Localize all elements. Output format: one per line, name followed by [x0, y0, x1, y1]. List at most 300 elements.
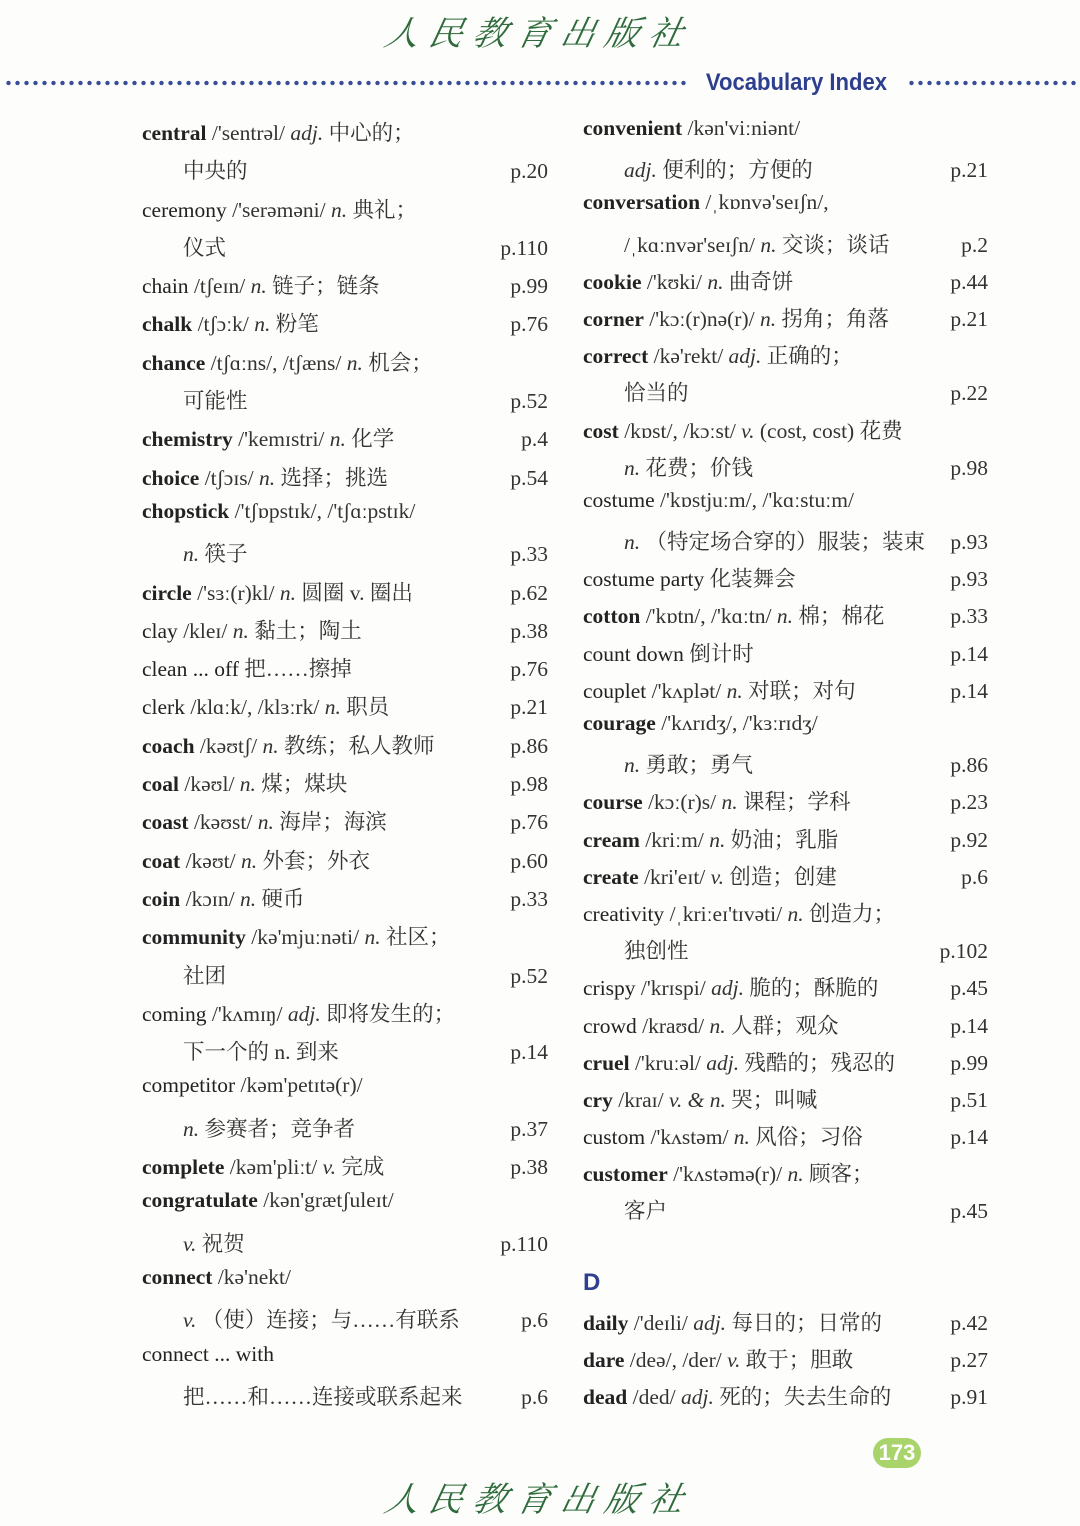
headword: dead	[583, 1385, 628, 1410]
headword: cruel	[583, 1050, 630, 1075]
phonetic: /kəʊl/	[184, 772, 235, 797]
page-reference: p.98	[950, 455, 988, 480]
page-reference: p.38	[510, 618, 548, 643]
headword: customer	[583, 1162, 668, 1187]
phonetic: /kəm'petɪtə(r)/	[240, 1073, 363, 1098]
phonetic: /tʃeɪn/	[193, 274, 246, 299]
headword: community	[142, 925, 246, 950]
headword: dare	[583, 1348, 625, 1373]
vocabulary-entry	[583, 190, 988, 227]
entry-continuation	[142, 959, 548, 997]
part-of-speech: adj.	[624, 158, 657, 183]
headword: cost	[583, 418, 619, 443]
vocabulary-entry	[583, 785, 988, 822]
vocabulary-entry	[583, 414, 988, 451]
definition: 黏土；陶土	[254, 618, 362, 643]
entry-continuation	[583, 1194, 988, 1231]
part-of-speech: n.	[624, 753, 641, 778]
page-reference: p.45	[950, 976, 988, 1001]
entry-text	[583, 823, 950, 854]
part-of-speech: adj.	[693, 1311, 727, 1335]
part-of-speech: n.	[776, 604, 794, 629]
phonetic: /kə'rekt/	[653, 344, 724, 369]
definition: 独创性	[624, 939, 689, 964]
headword: count down	[583, 641, 684, 666]
part-of-speech: n.	[759, 306, 777, 331]
entry-text	[142, 805, 510, 836]
headword: coast	[142, 810, 189, 835]
page-reference: p.14	[950, 1125, 988, 1150]
vocabulary-entry	[142, 920, 548, 958]
definition: 圆圈 v. 圈出	[301, 580, 413, 605]
headword: creativity	[583, 901, 665, 926]
entry-text	[583, 934, 940, 965]
phonetic: /'kʌstəm/	[650, 1125, 729, 1150]
phonetic: /ˌkriːeɪ'tɪvəti/	[669, 901, 783, 926]
entry-text	[142, 1188, 548, 1213]
entry-text	[583, 451, 950, 482]
headword: chain	[142, 274, 189, 299]
page-reference: p.6	[521, 1308, 548, 1333]
phonetic: /kəm'pliːt/	[229, 1155, 318, 1180]
vocabulary-entry	[583, 1157, 988, 1194]
entry-text	[583, 302, 950, 333]
page-reference: p.93	[950, 567, 988, 592]
phonetic: /kən'viːniənt/	[687, 116, 801, 140]
letter-heading	[583, 1269, 988, 1306]
phonetic: /'kʌmɪŋ/	[211, 1001, 283, 1026]
page-reference: p.93	[950, 530, 988, 555]
definition: 海岸；海滨	[279, 810, 387, 835]
phonetic: /tʃɔːk/	[197, 312, 249, 337]
part-of-speech: n.	[346, 350, 363, 375]
vocabulary-entry	[583, 562, 988, 599]
phonetic: /kən'grætʃuleɪt/	[263, 1188, 394, 1213]
page-reference: p.76	[510, 657, 548, 682]
phonetic: /kleɪ/	[183, 618, 228, 643]
vocabulary-entry	[142, 844, 548, 882]
vocabulary-entry	[142, 729, 548, 767]
part-of-speech: v. & n.	[668, 1087, 726, 1112]
phonetic: /kɒst/, /kɔːst/	[624, 418, 736, 443]
vocabulary-entry	[583, 265, 988, 302]
page-reference: p.23	[950, 790, 988, 815]
headword: cookie	[583, 269, 642, 294]
phonetic: /'kʊki/	[646, 269, 702, 294]
page-number-badge: 173	[873, 1438, 921, 1468]
page-reference: p.76	[510, 312, 548, 337]
entry-text	[142, 499, 548, 524]
definition: 社团	[183, 963, 227, 988]
part-of-speech: n.	[707, 269, 724, 294]
headword: coal	[142, 772, 180, 797]
phonetic: /kɔː(r)s/	[648, 790, 717, 815]
definition: 职员	[346, 695, 390, 720]
definition: 死的；失去生命的	[719, 1385, 892, 1410]
part-of-speech: n.	[364, 925, 381, 950]
vocabulary-entry	[142, 882, 548, 920]
headword: chance	[142, 350, 206, 375]
definition: 倒计时	[689, 641, 754, 666]
page-reference: p.14	[510, 1040, 548, 1065]
headword: coach	[142, 733, 195, 758]
headword: coin	[142, 886, 181, 911]
entry-text	[583, 897, 988, 928]
definition: 下一个的 n. 到来	[183, 1040, 339, 1065]
page-reference: p.37	[510, 1116, 548, 1141]
entry-text	[142, 269, 510, 300]
part-of-speech: v.	[322, 1155, 336, 1180]
entry-text	[583, 562, 950, 593]
part-of-speech: adj.	[711, 976, 744, 1001]
part-of-speech: n.	[760, 232, 777, 257]
page-reference: p.54	[510, 465, 548, 490]
page-reference: p.45	[950, 1199, 988, 1224]
entry-text	[583, 190, 988, 215]
vocabulary-entry	[583, 897, 988, 934]
definition: 创造；创建	[729, 864, 837, 889]
entry-text	[583, 785, 950, 816]
entry-text	[583, 1046, 950, 1077]
headword: custom	[583, 1125, 646, 1150]
letter-heading-text: D	[583, 1268, 601, 1296]
phonetic: /kəʊtʃ/	[199, 733, 258, 758]
definition: 创造力；	[808, 901, 895, 926]
definition: (cost, cost) 花费	[759, 418, 903, 443]
definition: 恰当的	[624, 381, 689, 406]
vocabulary-entry	[142, 690, 548, 728]
headword: congratulate	[142, 1188, 258, 1213]
vocabulary-entry	[583, 1380, 988, 1417]
vocabulary-entry	[142, 116, 548, 154]
entry-text	[583, 525, 950, 556]
headword: circle	[142, 580, 192, 605]
vocabulary-entry	[583, 823, 988, 860]
entry-text	[583, 265, 950, 296]
entry-text	[142, 1265, 548, 1290]
part-of-speech: n.	[259, 465, 276, 490]
phonetic: /'tʃɒpstɪk/, /'tʃɑːpstɪk/	[234, 498, 416, 523]
headword: crispy	[583, 976, 636, 1001]
vocabulary-entry	[142, 269, 548, 307]
entry-continuation	[142, 231, 548, 269]
headword: connect ... with	[142, 1341, 274, 1366]
vocabulary-column-left	[142, 116, 548, 1418]
page-reference: p.22	[950, 381, 988, 406]
vocabulary-entry	[583, 116, 988, 153]
entry-text	[142, 882, 510, 913]
phonetic: /'serəməni/	[232, 197, 326, 222]
phonetic: /'kɔː(r)nə(r)/	[649, 306, 755, 331]
section-header	[0, 66, 1080, 100]
vocabulary-entry	[142, 346, 548, 384]
entry-text	[142, 690, 510, 721]
entry-continuation	[142, 1112, 548, 1150]
entry-text	[583, 228, 961, 259]
part-of-speech: v.	[183, 1308, 197, 1333]
vocabulary-entry	[583, 1306, 988, 1343]
entry-text	[142, 920, 548, 951]
entry-text	[583, 637, 950, 668]
headword: competitor	[142, 1073, 236, 1098]
entry-text	[142, 729, 510, 760]
part-of-speech: n.	[279, 580, 297, 605]
vocabulary-entry	[142, 576, 548, 614]
vocabulary-entry	[142, 1188, 548, 1226]
phonetic: /'kemɪstri/	[238, 427, 325, 452]
definition: 每日的；日常的	[731, 1311, 882, 1335]
headword: chopstick	[142, 498, 230, 523]
headword: chemistry	[142, 427, 233, 452]
page-reference: p.27	[950, 1348, 988, 1373]
section-title: Vocabulary Index	[705, 69, 888, 96]
entry-text	[142, 614, 510, 645]
phonetic: /kri'eɪt/	[644, 864, 706, 889]
part-of-speech: n.	[787, 1162, 804, 1187]
definition: 勇敢；勇气	[645, 753, 754, 778]
entry-text	[142, 959, 510, 990]
definition: 参赛者；竞争者	[204, 1116, 356, 1141]
entry-text	[583, 1157, 988, 1188]
definition: 残酷的；残忍的	[744, 1050, 896, 1075]
part-of-speech: v.	[741, 418, 755, 443]
page-reference: p.92	[950, 827, 988, 852]
page-reference: p.44	[950, 269, 988, 294]
headword: coat	[142, 848, 181, 873]
phonetic: /kə'nekt/	[217, 1264, 291, 1289]
phonetic: /'kʌrɪdʒ/, /'kɜːrɪdʒ/	[661, 711, 818, 735]
vocabulary-entry	[583, 1009, 988, 1046]
headword: coming	[142, 1001, 207, 1026]
part-of-speech: n.	[239, 772, 256, 797]
headword: chalk	[142, 312, 193, 337]
page-reference: p.14	[950, 678, 988, 703]
entry-text	[583, 1306, 950, 1337]
entry-text	[142, 767, 510, 798]
entry-text	[142, 1303, 521, 1334]
vocabulary-entry	[142, 499, 548, 537]
entry-text	[142, 307, 510, 338]
headword: couplet	[583, 678, 647, 703]
entry-text	[583, 1120, 950, 1151]
page-reference: p.14	[950, 641, 988, 666]
entry-text	[583, 1380, 950, 1411]
entry-text	[142, 997, 548, 1028]
entry-text	[142, 461, 510, 492]
part-of-speech: v.	[183, 1231, 197, 1256]
entry-continuation	[142, 154, 548, 192]
vocabulary-entry	[142, 805, 548, 843]
vocabulary-entry	[583, 711, 988, 748]
entry-continuation	[142, 1380, 548, 1418]
phonetic: /'kʌstəmə(r)/	[673, 1162, 783, 1187]
headword: convenient	[583, 116, 683, 140]
vocabulary-entry	[583, 599, 988, 636]
entry-text	[142, 384, 510, 415]
definition: 哭；叫喊	[731, 1087, 818, 1112]
definition: 硬币	[261, 886, 305, 911]
entry-text	[142, 1112, 510, 1143]
entry-text	[583, 971, 950, 1002]
vocabulary-entry	[583, 637, 988, 674]
entry-continuation	[583, 748, 988, 785]
page-reference: p.2	[961, 232, 988, 257]
part-of-speech: n.	[240, 848, 258, 873]
page-reference: p.76	[510, 810, 548, 835]
vocabulary-entry	[583, 860, 988, 897]
definition: 链子；链条	[272, 274, 380, 299]
page-reference: p.21	[510, 695, 548, 720]
entry-text	[142, 576, 510, 607]
vocabulary-entry	[142, 422, 548, 460]
phonetic: /'kruːəl/	[634, 1050, 701, 1075]
definition: 外套；外衣	[262, 848, 370, 873]
entry-text	[142, 1035, 510, 1066]
page-reference: p.20	[510, 159, 548, 184]
page-reference: p.102	[939, 939, 988, 964]
headword: cry	[583, 1087, 613, 1112]
part-of-speech: n.	[330, 197, 348, 222]
part-of-speech: v.	[710, 864, 724, 889]
definition: 祝贺	[201, 1231, 245, 1256]
page-reference: p.110	[500, 1231, 548, 1256]
page-reference: p.51	[950, 1087, 988, 1112]
entry-continuation	[583, 525, 988, 562]
page-reference: p.42	[950, 1311, 988, 1335]
blank-line	[583, 1232, 988, 1269]
entry-continuation	[142, 1303, 548, 1341]
page-reference: p.33	[510, 886, 548, 911]
entry-text	[142, 116, 548, 147]
entry-continuation	[583, 153, 988, 190]
part-of-speech: adj.	[706, 1050, 740, 1075]
definition: 花费；价钱	[645, 455, 754, 480]
part-of-speech: n.	[624, 530, 641, 555]
part-of-speech: n.	[709, 827, 726, 852]
entry-continuation	[583, 376, 988, 413]
definition: 社区；	[385, 925, 451, 950]
part-of-speech: n.	[726, 678, 743, 703]
vocabulary-entry	[142, 193, 548, 231]
page-reference: p.6	[521, 1384, 548, 1409]
part-of-speech: n.	[232, 618, 249, 643]
headword: connect	[142, 1264, 213, 1289]
headword: costume	[583, 487, 655, 512]
headword: central	[142, 121, 207, 145]
headword: ceremony	[142, 197, 227, 222]
definition: 典礼；	[352, 197, 417, 222]
definition: 中央的	[183, 159, 248, 184]
definition: 对联；对句	[748, 678, 856, 703]
page-reference: p.6	[961, 864, 988, 889]
vocabulary-entry	[142, 1265, 548, 1303]
definition: 课程；学科	[743, 790, 851, 815]
part-of-speech: n.	[329, 427, 346, 452]
definition: 敢于；胆敢	[745, 1348, 854, 1373]
vocabulary-entry	[583, 1046, 988, 1083]
entry-text	[142, 537, 510, 568]
page-reference: p.21	[950, 158, 988, 183]
definition: 便利的；方便的	[662, 158, 813, 183]
entry-text	[142, 193, 548, 224]
definition: （特定场合穿的）服装；装束	[645, 530, 926, 555]
vocabulary-column-right	[583, 116, 988, 1418]
definition: 可能性	[183, 389, 248, 414]
headword: corner	[583, 306, 644, 331]
headword: conversation	[583, 190, 701, 215]
definition: 中心的；	[328, 121, 415, 145]
phonetic: /deə/, /der/	[629, 1348, 722, 1373]
page-reference: p.14	[950, 1013, 988, 1038]
headword: course	[583, 790, 643, 815]
entry-text	[583, 599, 950, 630]
vocabulary-entry	[142, 461, 548, 499]
definition: 脆的；酥脆的	[749, 976, 879, 1001]
definition: 把……和……连接或联系起来	[183, 1384, 463, 1409]
phonetic: /'krɪspi/	[640, 976, 706, 1001]
definition: 仪式	[183, 235, 227, 260]
phonetic: /kəʊt/	[185, 848, 236, 873]
page-reference: p.52	[510, 963, 548, 988]
part-of-speech: adj.	[287, 1001, 321, 1026]
definition: 煤；煤块	[261, 772, 348, 797]
vocabulary-entry	[583, 339, 988, 376]
part-of-speech: adj.	[290, 121, 324, 145]
publisher-logo-bottom: 人民教育出版社	[381, 1480, 698, 1520]
vocabulary-entry	[142, 767, 548, 805]
definition: 筷子	[204, 542, 248, 567]
phonetic: /'kʌplət/	[651, 678, 722, 703]
definition: 人群；观众	[730, 1013, 839, 1038]
definition: 正确的；	[766, 344, 853, 369]
phonetic: /kɔɪn/	[185, 886, 235, 911]
definition: 机会；	[368, 350, 433, 375]
entry-text	[142, 844, 510, 875]
entry-continuation	[142, 537, 548, 575]
phonetic: /tʃɔɪs/	[204, 465, 254, 490]
vocabulary-entry	[142, 997, 548, 1035]
phonetic: /kriːm/	[645, 827, 704, 852]
entry-text	[583, 1194, 950, 1225]
part-of-speech: n.	[239, 886, 257, 911]
entry-text	[142, 1227, 500, 1258]
headword: clerk	[142, 695, 185, 720]
entry-text	[583, 376, 950, 407]
entry-text	[142, 231, 500, 262]
page-reference: p.99	[950, 1050, 988, 1075]
entry-text	[583, 414, 988, 445]
definition: 选择；挑选	[280, 465, 389, 490]
phonetic: /ded/	[632, 1385, 676, 1410]
definition: 顾客；	[808, 1162, 874, 1187]
part-of-speech: n.	[733, 1125, 750, 1150]
definition: 化装舞会	[709, 567, 796, 592]
page-reference: p.4	[521, 427, 548, 452]
phonetic: /'kɒstjuːm/, /'kɑːstuːm/	[660, 487, 854, 512]
part-of-speech: n.	[709, 1013, 726, 1038]
phonetic: /'deɪli/	[633, 1311, 688, 1335]
definition: 棉；棉花	[798, 604, 885, 629]
vocabulary-entry	[142, 307, 548, 345]
headword: clay	[142, 618, 178, 643]
entry-text	[583, 116, 988, 141]
phonetic: /'sentrəl/	[211, 121, 285, 145]
entry-text	[583, 860, 961, 891]
entry-continuation	[583, 934, 988, 971]
definition: 完成	[341, 1155, 385, 1180]
definition: （使）连接；与……有联系	[201, 1308, 460, 1333]
definition: 即将发生的；	[326, 1001, 456, 1026]
